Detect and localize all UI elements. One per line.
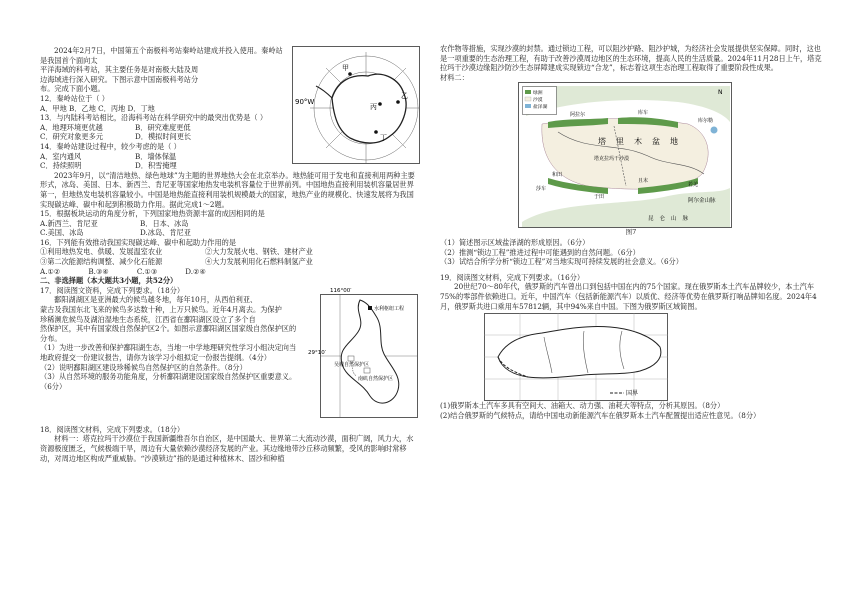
place-altun: 阿尔金山脉 <box>688 198 716 205</box>
q16-item-2: ②大力发展火电、钢铁、建材产业 <box>205 247 313 257</box>
map3-legend-border: 国界 <box>626 390 639 398</box>
q13-option-b: B．研究难度更低 <box>135 122 191 132</box>
map1-lon-label: 90°W <box>295 98 315 106</box>
q16-option-c: C.①③ <box>136 266 158 276</box>
q17-sub-2: （2）说明鄱阳湖区建设珍稀候鸟自然保护区的自然条件。（8分） <box>40 362 247 372</box>
q15-option-b: B．日本、冰岛 <box>140 218 189 228</box>
legend-desert: 沙漠 <box>533 98 543 104</box>
map1-label-bing: 丙 <box>370 103 377 111</box>
q16-item-4: ④大力发展利用化石燃料制氢产业 <box>205 257 313 267</box>
legend-salt-lake: 盐泽湖 <box>533 105 548 111</box>
q19-head: 19．阅读图文材料，完成下列要求。（16分） <box>440 272 585 282</box>
q17-sub-3: （3）从自然环境的服务功能角度，分析鄱阳湖建设国家级自然保护区重要意义。（6分） <box>40 372 297 391</box>
q18-sub-1: （1）简述图示区域盐泽湖的形成原因。（6分） <box>440 237 590 247</box>
q19-sub-1: (1)俄罗斯本土汽车多具有空间大、油箱大、动力强、油耗大等特点，分析其原因。（8分） <box>440 401 725 411</box>
place-taklamakan: 塔克拉玛干沙漠 <box>594 156 630 163</box>
q13-option-c: C．研究对象更多元 <box>40 132 104 142</box>
q14-option-c: C．持续照明 <box>40 161 82 171</box>
geothermal-line-3: 利用装机规模最大的国家，地热产业的规模化、快速发展将为我国实现碳达峰、碳中和起到积极助力作用。据此完成1～2题。 <box>40 189 414 209</box>
q14-options <box>40 152 230 171</box>
intro-line-1: 2024年2月7日，中国第五个南极科考站秦岭站建成并投入使用。秦岭站是我国首个面向太 <box>40 46 283 65</box>
north-arrow-icon: N <box>718 89 723 97</box>
q15-stem: 15．根据板块运动的角度分析，下列国家地热资源丰富的成因相同的是 <box>40 209 265 219</box>
geothermal-passage <box>40 171 420 209</box>
place-kuqa: 库车 <box>638 110 649 117</box>
intro-line-2: 平洋海域的科考站，其主要任务是对南极大陆及周 <box>40 65 199 75</box>
q18-head: 18．阅读图文材料，完成下列要求。（18分） <box>40 424 185 434</box>
q16-item-3: ③第二次能源结构调整、减少化石能源 <box>40 257 163 267</box>
place-kunlun: 昆仑山脉 <box>648 216 695 223</box>
q17-text-1: 鄱阳湖湖区是亚洲最大的候鸟越冬地，每年10月，从西伯利亚、 <box>54 295 258 305</box>
russia-map <box>484 313 668 401</box>
q18-material-cont: 农作物等措施，实现沙漠的封禁。通过锁边工程，可以阻沙护路、阻沙护城，为经济社会发展提供坚实保障。同时，这也是一项重要的生态治理工程，有助于改善沙漠周边地区的生态环境，提高人民的生活质量。2024年11月28日上午，塔克拉玛干沙漠边缘阻沙防沙生态屏障建成实现锁边“合龙”，标志着这项生态治理工程取得了重要阶段性成果。 <box>440 44 822 73</box>
q16-options <box>40 267 420 277</box>
map2-lat-label: 29°10′ <box>308 349 326 356</box>
q16-item-1: ①利用地热发电、供暖、发展温室农业 <box>40 247 163 257</box>
q15-option-c: C.美国、冰岛 <box>40 228 84 238</box>
q15-option-d: D.冰岛、肯尼亚 <box>140 228 191 238</box>
map2-nanji-label: 南矶自然保护区 <box>358 375 394 382</box>
geothermal-line-2: 美国、日本、新西兰、肯尼亚等国家地热发电装机容量位于世界前列。中国地热直接利用装机容量居世界第一，但地热发电装机容量较小。中国是地热能直接 <box>40 180 414 199</box>
q14-option-d: D．积雪掩埋 <box>135 161 177 171</box>
q18-sub-2: （2）推测“锁边工程”推进过程中可能遇到的自然问题。（6分） <box>440 247 640 257</box>
map1-label-jia: 甲 <box>342 64 349 72</box>
q17-head: 17．阅读图文资料，完成下列要求。（18分） <box>40 285 185 295</box>
q12-options: A．甲地 B．乙地 C．丙地 D．丁地 <box>40 103 155 113</box>
q14-option-a: A．室内通风 <box>40 151 82 161</box>
tarim-basin-map <box>518 82 732 228</box>
q13-options <box>40 123 230 142</box>
q16-option-a: A.①② <box>40 266 61 276</box>
map2-dam-label: 水利枢纽工程 <box>374 305 405 312</box>
place-qiemo: 且末 <box>638 178 649 185</box>
q18-material-1: 材料一：塔克拉玛干沙漠位于我国新疆维吾尔自治区，是中国最大、世界第二大流动沙漠，面积广阔，风力大，水资源极度匮乏，气候极端干旱，周边有大量依赖沙漠经济发展的产业。其边缘地带沙丘移动频繁，受风的影响时常移动，对周边地区构成严重威胁。“沙漠锁边”指的是通过种植林木、固沙和种植 <box>40 434 414 463</box>
intro-line-4: 布。完成下面小题。 <box>40 84 105 94</box>
place-shache: 莎车 <box>536 186 547 193</box>
q15-option-a: A.新西兰、肯尼亚 <box>40 218 98 228</box>
q17-text-2: 蒙古及我国东北飞来的候鸟多达数十种，上万只候鸟。近年4月离去。为保护 <box>40 305 282 315</box>
place-hotan: 和田 <box>552 172 563 179</box>
q13-stem: 13．与内陆科考站相比，沿海科考站在科学研究中的最突出优势是（ ） <box>40 113 268 123</box>
q12-stem: 12．秦岭站位于（ ） <box>40 93 109 103</box>
place-korla: 库尔勒 <box>698 118 714 125</box>
q16-option-b: B.③④ <box>88 266 109 276</box>
q19-sub-2: (2)结合俄罗斯的气候特点，请给中国电动新能源汽车在俄罗斯本土汽车配置提出适应性意见。（8分） <box>440 410 761 420</box>
legend-oasis: 绿洲 <box>533 91 543 97</box>
antarctica-map <box>292 46 420 164</box>
intro-line-3: 边海域进行深入研究。下图示意中国南极科考站分 <box>40 74 199 84</box>
section-2-heading: 二、非选择题（本大题共3小题，共52分） <box>40 276 178 286</box>
q17-sub-1: （1）为进一步改善和保护鄱阳湖生态，当地一中学地理研究性学习小组决定向当地政府提交一份建议报告，请你为该学习小组拟定一份报告提纲。（4分） <box>40 343 297 362</box>
right-column <box>440 0 822 420</box>
q18-sub-3: （3）试结合所学分析“锁边工程”对当地实现可持续发展的社会意义。（6分） <box>440 257 683 267</box>
q13-option-d: D．模拟时间更长 <box>135 132 192 142</box>
q13-option-a: A．地理环境更优越 <box>40 122 103 132</box>
place-ruoqiang: 若羌 <box>688 182 699 189</box>
q19-text: 20世纪70～80年代，俄罗斯的汽车曾出口到包括中国在内的75个国家。现在俄罗斯本土汽车品牌较少，本土汽车75%的零部件依赖进口。近年，中国汽车（包括新能源汽车）以质优、经济等优势在俄罗斯打响品牌知名度。2024年4月，俄罗斯共进口乘用车57812辆，其中94%来自中国。下图为俄罗斯区域简图。 <box>440 282 817 311</box>
place-aral: 阿拉尔 <box>570 112 586 119</box>
q16-items <box>40 247 370 266</box>
map1-label-ding: 丁 <box>380 134 387 142</box>
place-tarim-basin: 塔里木盆地 <box>598 137 688 147</box>
q14-stem: 14．秦岭站建设过程中，较少考虑的是（ ） <box>40 141 181 151</box>
q17-text-4: 然保护区，其中有国家级自然保护区2个。如图示意鄱阳湖区国家级自然保护区的分布。 <box>40 324 297 343</box>
map2-wucheng-label: 吴城自然保护区 <box>334 361 370 368</box>
q17-text-3: 珍稀濒危候鸟及湖泊湿地生态系统，江西省在鄱阳湖区设立了多个自 <box>40 314 256 324</box>
poyang-lake-map <box>308 286 420 418</box>
q16-option-d: D.②④ <box>185 266 206 276</box>
q16-stem: 16．下列能有效推动我国实现碳达峰、碳中和起助力作用的是 <box>40 237 237 247</box>
q14-option-b: B．墙体保温 <box>135 151 177 161</box>
q15-options <box>40 219 240 238</box>
q18-material-2-label: 材料二： <box>440 72 469 82</box>
figure-7-caption: 图7 <box>625 228 637 237</box>
map1-label-yi: 乙 <box>401 92 408 100</box>
left-column <box>40 0 420 463</box>
map2-lon-label: 116°00′ <box>330 287 352 294</box>
place-yutian: 于田 <box>594 194 605 201</box>
geothermal-line-1: 2023年9月，以“清洁地热、绿色地球”为主题的世界地热大会在北京举办。地热能可用于发电和直接利用两种主要形式，冰岛、 <box>40 170 415 190</box>
